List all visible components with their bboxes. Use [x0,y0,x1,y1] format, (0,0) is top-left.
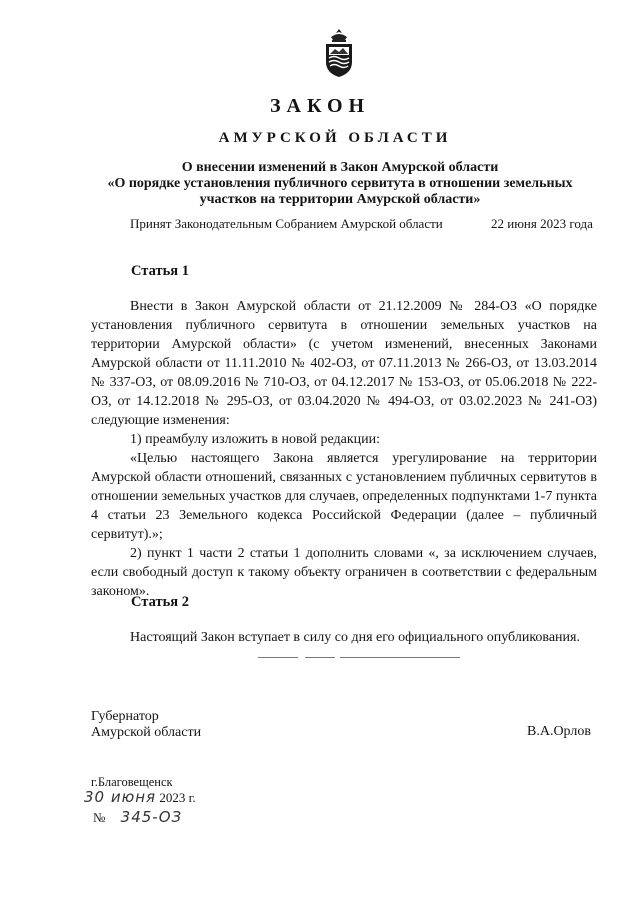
article-2-text: Настоящий Закон вступает в силу со дня его официального опубликования. [130,630,580,645]
law-subtitle [60,160,620,208]
article-1-item-1: 1) преамбулу изложить в новой редакции: [130,432,381,447]
scan-artifact-line [305,657,335,658]
date-year: 2023 г. [159,790,196,805]
signatory-title-line: Амурской области [91,725,202,740]
article-1-intro: Внести в Закон Амурской области от 21.12.2009 № 284-ОЗ «О порядке установления публичного сервитута в отношении земельных участков на территории Амурской области» (с учетом изменений, внесенных Законами Амурской области от 11.11.2010 № 402-ОЗ, от 07.11.2013 № 266-ОЗ, от 13.03.2014 № 337-ОЗ, от 08.09.2016 № 710-ОЗ, от 04.12.2017 № 153-ОЗ, от 05.06.2018 № 222-ОЗ, от 14.12.2018 № 295-ОЗ, от 03.04.2020 № 494-ОЗ, от 03.02.2023 № 241-ОЗ) следующие изменения: [91,299,597,428]
subtitle-line: «О порядке установления публичного сервитута в отношении земельных [107,176,573,191]
adopted-by: Принят Законодательным Собранием Амурской области [130,216,443,231]
coat-of-arms-emblem [322,28,356,78]
scan-artifact-line [340,657,460,658]
signatory-title-line: Губернатор [91,709,159,724]
article-1-item-2: 2) пункт 1 части 2 статьи 1 дополнить словами «, за исключением случаев, если свободный доступ к такому объекту ограничен в соответствии с федеральным законом». [91,546,597,599]
signatory-title [91,709,201,741]
law-number [93,808,182,826]
adopted-date: 22 июня 2023 года [491,216,593,231]
scan-artifact-line [258,657,298,658]
article-1-heading: Статья 1 [131,263,189,279]
region-title: АМУРСКОЙ ОБЛАСТИ [218,130,452,146]
article-2-body [91,628,597,647]
signing-place: г.Благовещенск [91,775,173,789]
subtitle-line: участков на территории Амурской области» [199,192,481,207]
signing-date [84,788,196,806]
article-1-body [91,297,597,601]
subtitle-line: О внесении изменений в Закон Амурской области [181,160,499,175]
number-prefix: № [93,810,106,825]
document-title: ЗАКОН [269,95,371,117]
article-2-heading: Статья 2 [131,594,189,610]
signatory-name: В.А.Орлов [527,724,591,739]
handwritten-number: 345-ОЗ [120,808,183,826]
handwritten-date: 30 июня [84,788,157,806]
article-1-quote: «Целью настоящего Закона является урегулирование на территории Амурской области отношений, связанных с установлением публичных сервитутов в отношении земельных участков для случаев, определенных подпунктами 1-7 пункта 4 статьи 23 Земельного кодекса Российской Федерации (далее – публичный сервитут).»; [91,451,597,542]
